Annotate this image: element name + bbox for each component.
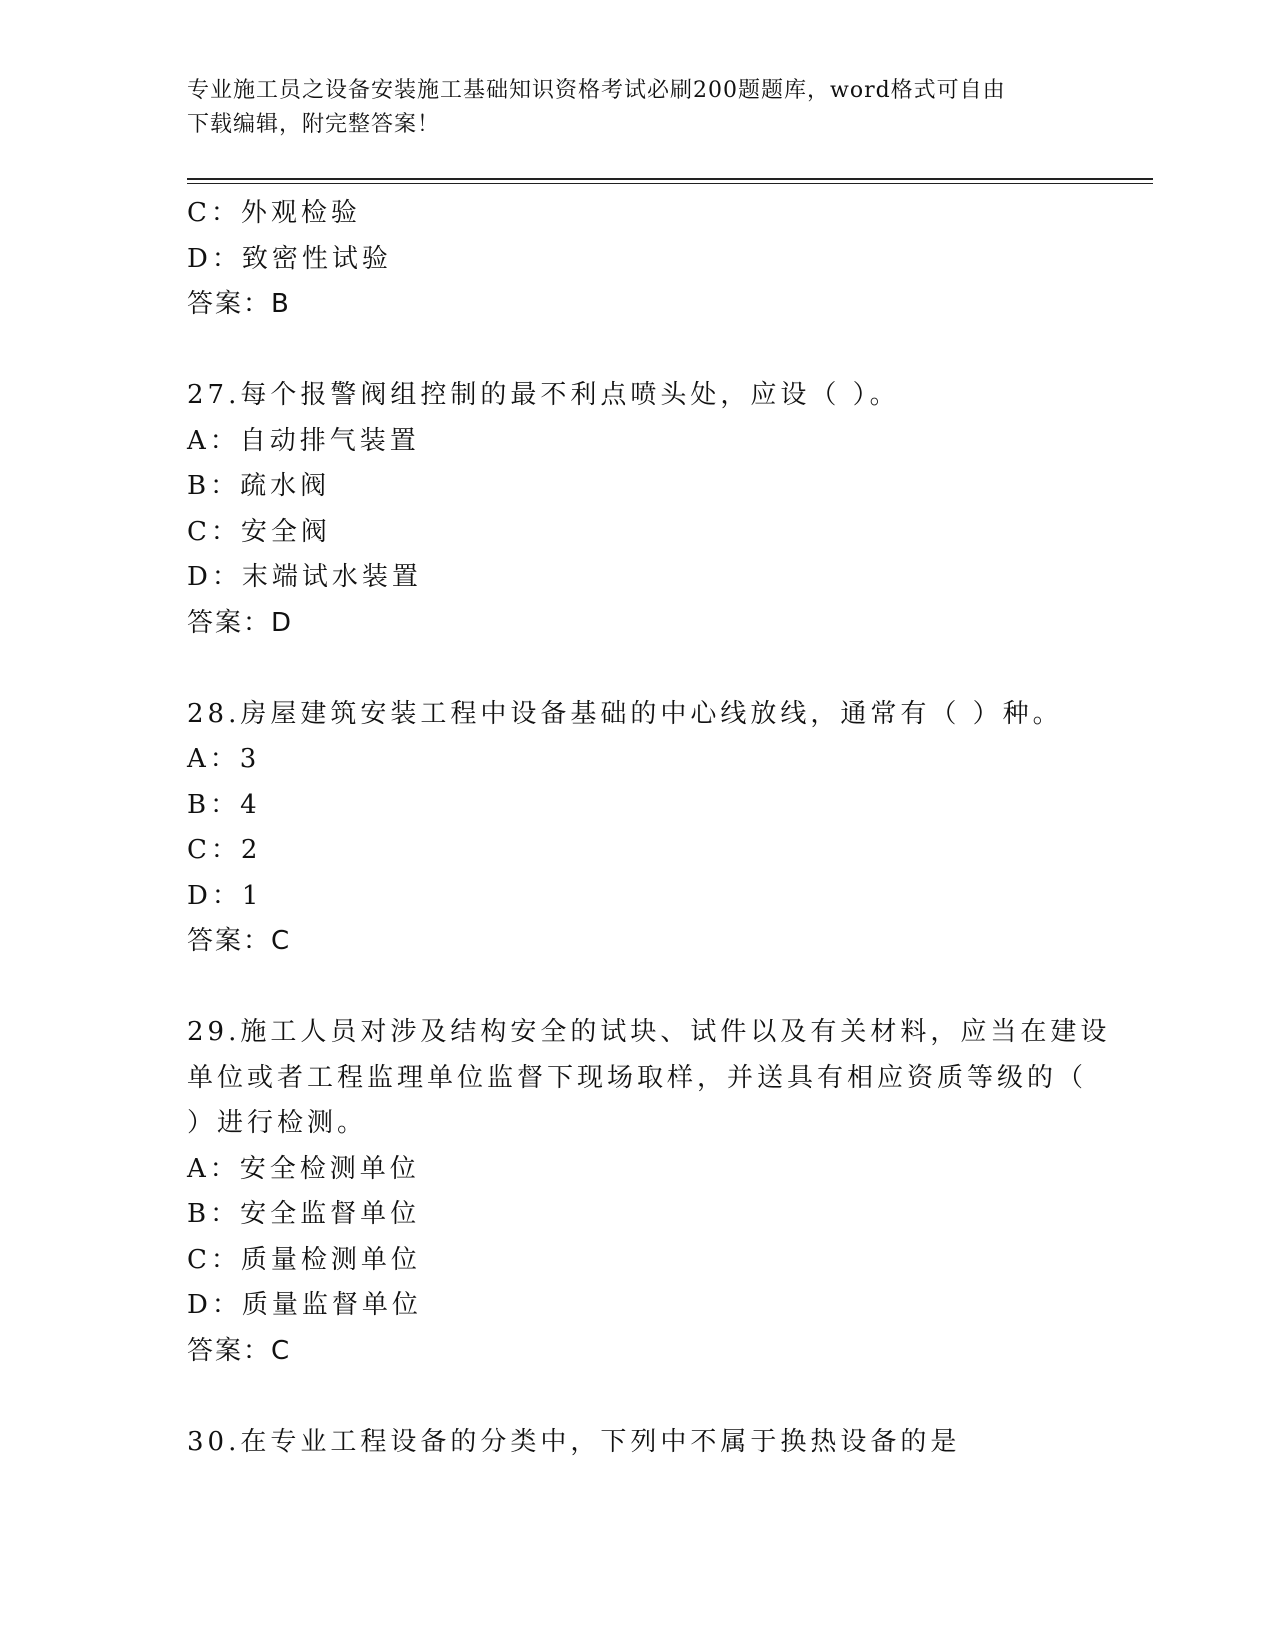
answer: 答案：C xyxy=(187,1335,292,1366)
option-a: A：安全检测单位 xyxy=(187,1153,420,1184)
answer: 答案：B xyxy=(187,289,291,319)
option-d: D：质量监督单位 xyxy=(187,1290,422,1320)
option-b: B：4 xyxy=(187,789,261,820)
header-line-2: 下载编辑，附完整答案！ xyxy=(187,112,441,137)
document-header xyxy=(187,74,1067,142)
option-c: C：2 xyxy=(187,835,262,865)
header-rule-thin xyxy=(187,183,1153,184)
question-text: 27.每个报警阀组控制的最不利点喷头处，应设（ ）。 xyxy=(187,380,900,410)
header-rule-thick xyxy=(187,178,1153,180)
answer: 答案：C xyxy=(187,926,292,956)
question-text: 30.在专业工程设备的分类中，下列中不属于换热设备的是 xyxy=(187,1426,961,1457)
question-27 xyxy=(187,373,1087,646)
option-d: D：致密性试验 xyxy=(187,243,392,274)
spacer xyxy=(187,1374,1087,1420)
answer: 答案：D xyxy=(187,607,294,638)
question-text-line-1: 29.施工人员对涉及结构安全的试块、试件以及有关材料，应当在建设 xyxy=(187,1017,1111,1047)
question-text: 28.房屋建筑安装工程中设备基础的中心线放线，通常有（ ）种。 xyxy=(187,698,1063,729)
option-c: C：质量检测单位 xyxy=(187,1244,421,1275)
question-list xyxy=(187,191,1111,1465)
option-b: B：安全监督单位 xyxy=(187,1199,421,1229)
spacer xyxy=(187,646,1087,692)
spacer xyxy=(187,328,1087,374)
question-text-line-2: 单位或者工程监理单位监督下现场取样，并送具有相应资质等级的（ xyxy=(187,1062,1088,1093)
question-29 xyxy=(187,1010,1111,1374)
option-c: C：安全阀 xyxy=(187,516,331,547)
option-d: D：末端试水装置 xyxy=(187,562,422,592)
question-28 xyxy=(187,692,1087,965)
question-30 xyxy=(187,1420,1087,1466)
option-b: B：疏水阀 xyxy=(187,471,331,501)
continued-question xyxy=(187,191,1087,328)
option-c: C：外观检验 xyxy=(187,198,361,228)
spacer xyxy=(187,965,1087,1011)
header-line-1: 专业施工员之设备安装施工基础知识资格考试必刷200题题库，word格式可自由 xyxy=(187,78,1006,103)
option-a: A：自动排气装置 xyxy=(187,425,420,456)
option-d: D：1 xyxy=(187,880,263,911)
option-a: A：3 xyxy=(187,744,261,774)
question-text-line-3: ）进行检测。 xyxy=(187,1108,368,1138)
